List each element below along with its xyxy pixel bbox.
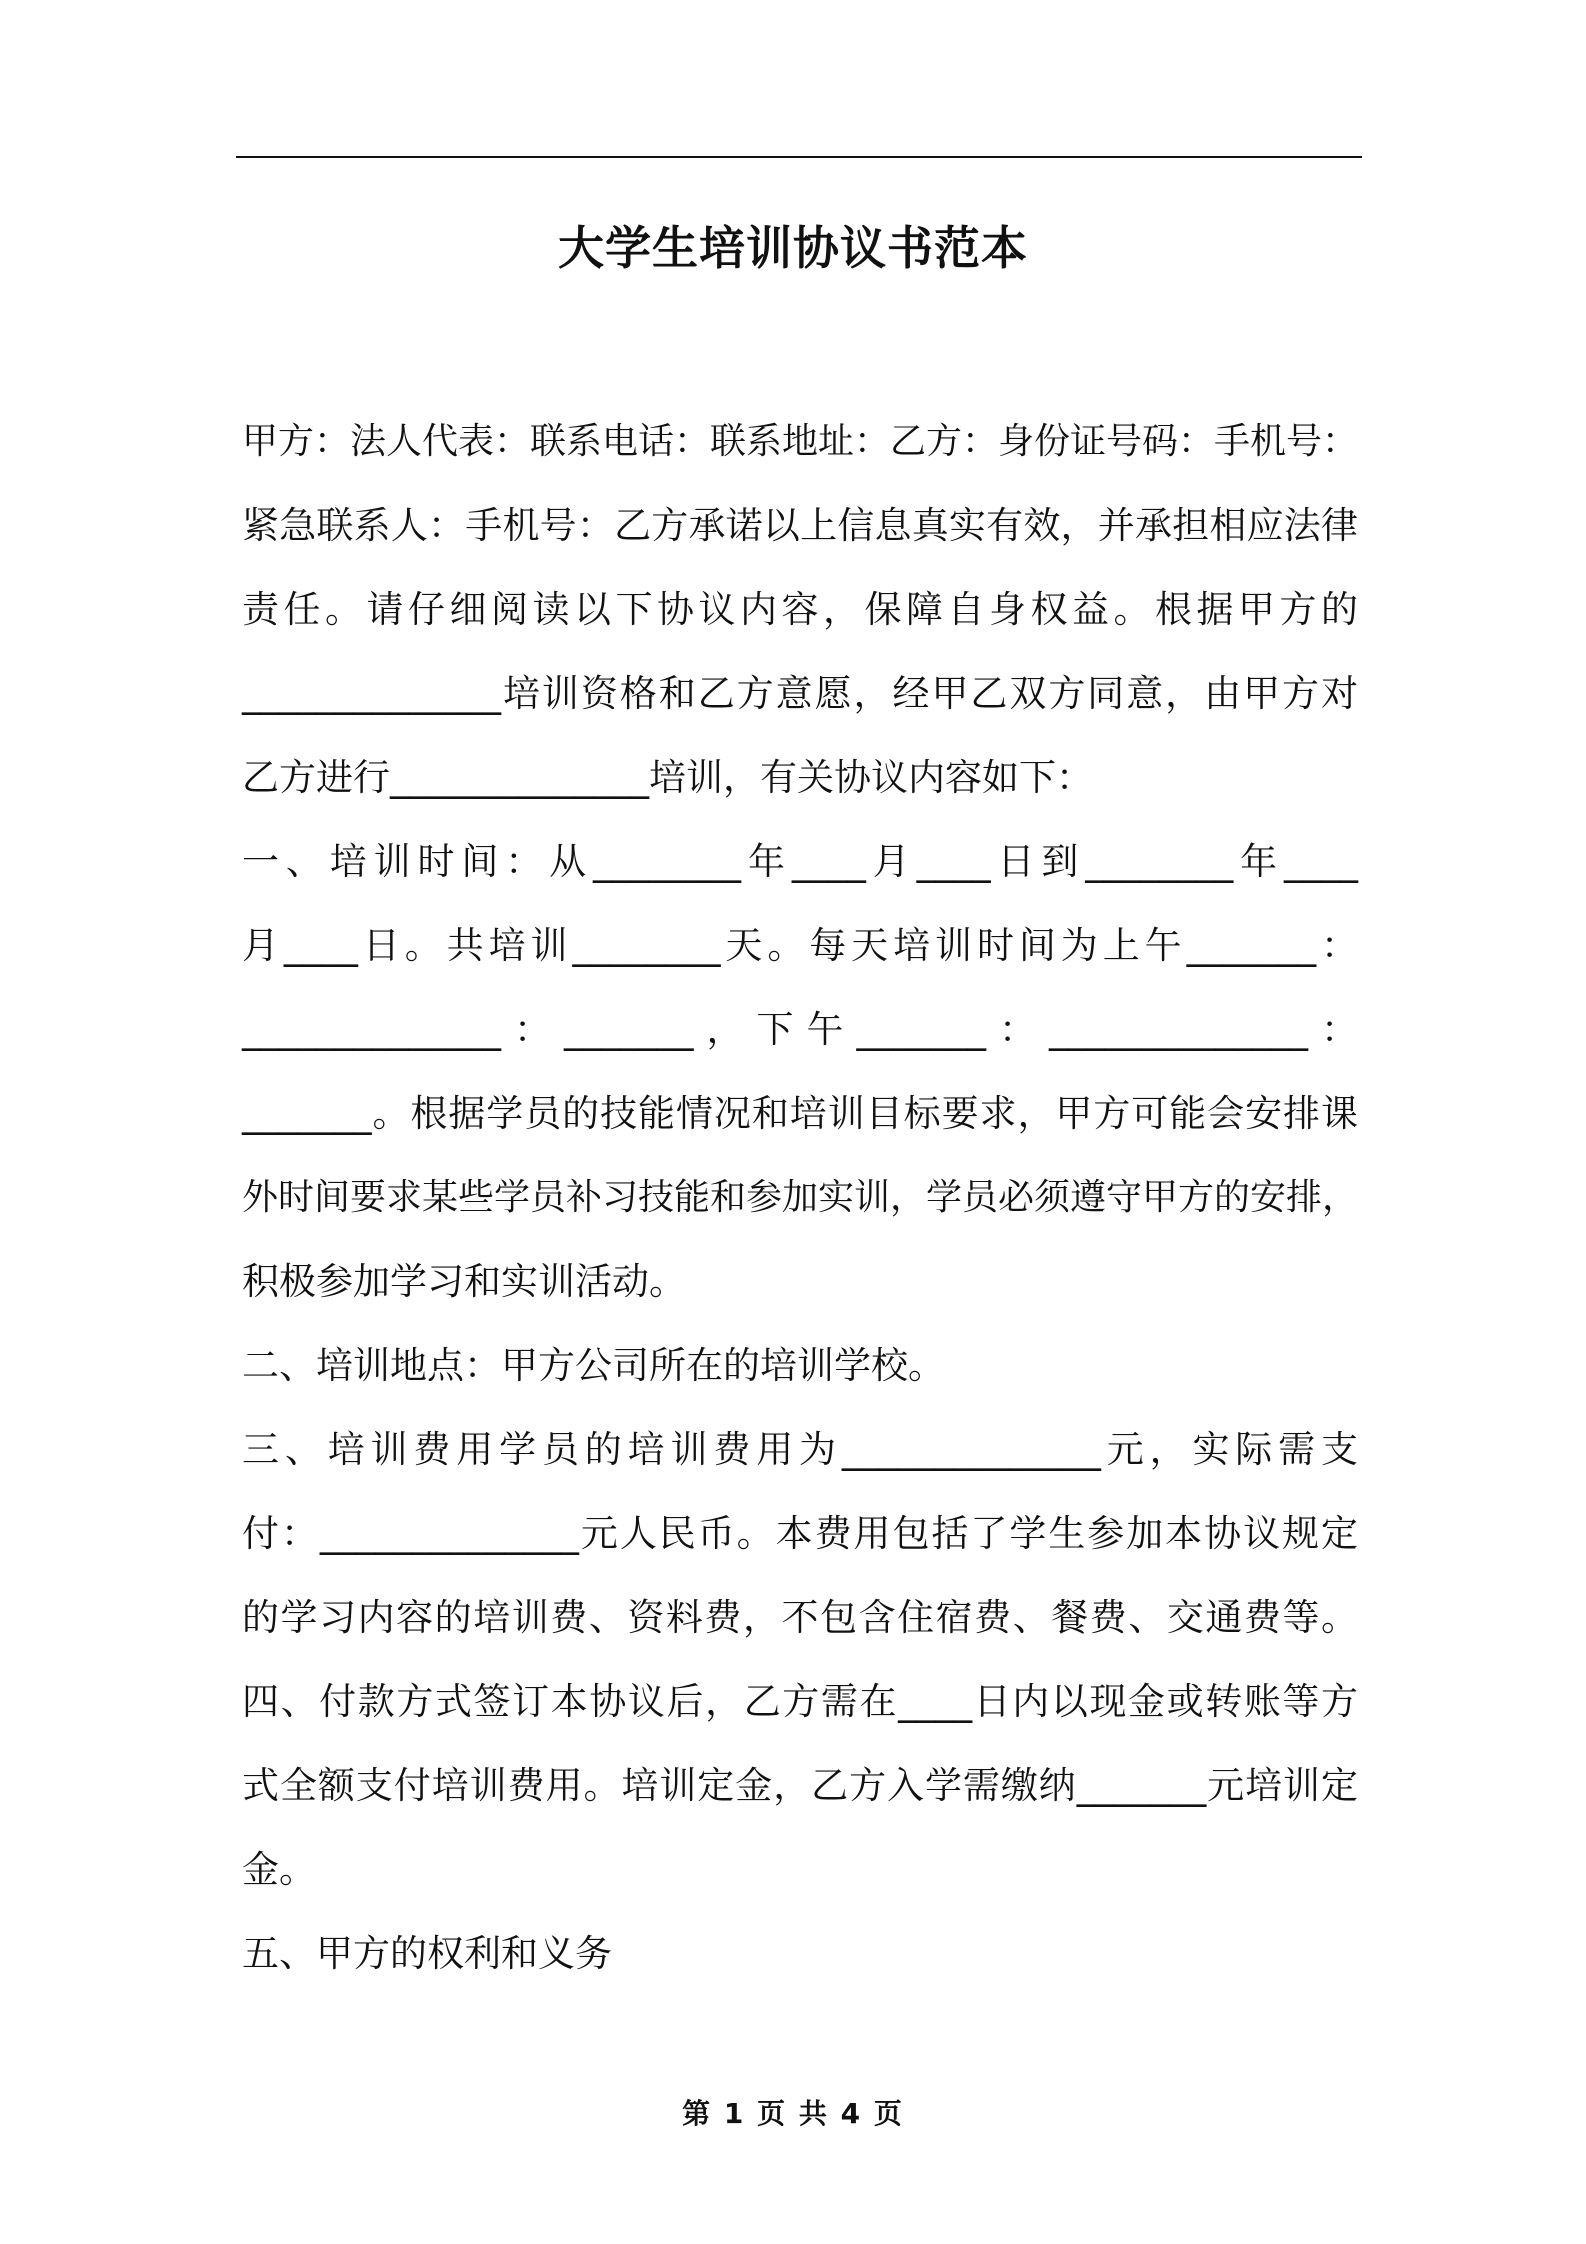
body-line: 乙方进行______________培训，有关协议内容如下： (242, 756, 1093, 799)
body-line: 甲方：法人代表：联系电话：联系地址：乙方：身份证号码：手机号： (242, 421, 1359, 462)
header-rule (236, 156, 1362, 158)
page-footer: 第 1 页 共 4 页 (682, 2097, 904, 2130)
section-4-line: 四、付款方式签订本协议后，乙方需在____日内以现金或转账等方 (242, 1680, 1358, 1723)
document-title: 大学生培训协议书范本 (558, 221, 1028, 275)
body-line: 责任。请仔细阅读以下协议内容，保障自身权益。根据甲方的 (242, 588, 1358, 631)
body-line: 积极参加学习和实训活动。 (242, 1260, 686, 1303)
body-line: 金。 (242, 1848, 316, 1891)
section-5-heading: 五、甲方的权利和义务 (242, 1932, 612, 1975)
body-line: ______________：_______，下午_______：______________： (242, 1008, 1358, 1051)
section-3-line: 三、培训费用学员的培训费用为______________元，实际需支 (242, 1428, 1358, 1471)
section-1-line: 一、培训时间：从________年____月____日到________年____ (242, 840, 1358, 883)
body-line: _______。根据学员的技能情况和培训目标要求，甲方可能会安排课 (242, 1092, 1358, 1135)
document-body (242, 400, 1358, 1996)
body-line: 外时间要求某些学员补习技能和参加实训，学员必须遵守甲方的安排， (242, 1177, 1359, 1218)
body-line: ______________培训资格和乙方意愿，经甲乙双方同意，由甲方对 (242, 672, 1358, 715)
body-line: 月____日。共培训________天。每天培训时间为上午_______： (242, 924, 1358, 967)
body-line: 付：______________元人民币。本费用包括了学生参加本协议规定 (242, 1512, 1358, 1555)
body-line: 式全额支付培训费用。培训定金，乙方入学需缴纳_______元培训定 (242, 1764, 1358, 1807)
body-line: 的学习内容的培训费、资料费，不包含住宿费、餐费、交通费等。 (242, 1596, 1358, 1639)
section-2-line: 二、培训地点：甲方公司所在的培训学校。 (242, 1344, 945, 1387)
body-line: 紧急联系人：手机号：乙方承诺以上信息真实有效，并承担相应法律 (242, 504, 1358, 547)
